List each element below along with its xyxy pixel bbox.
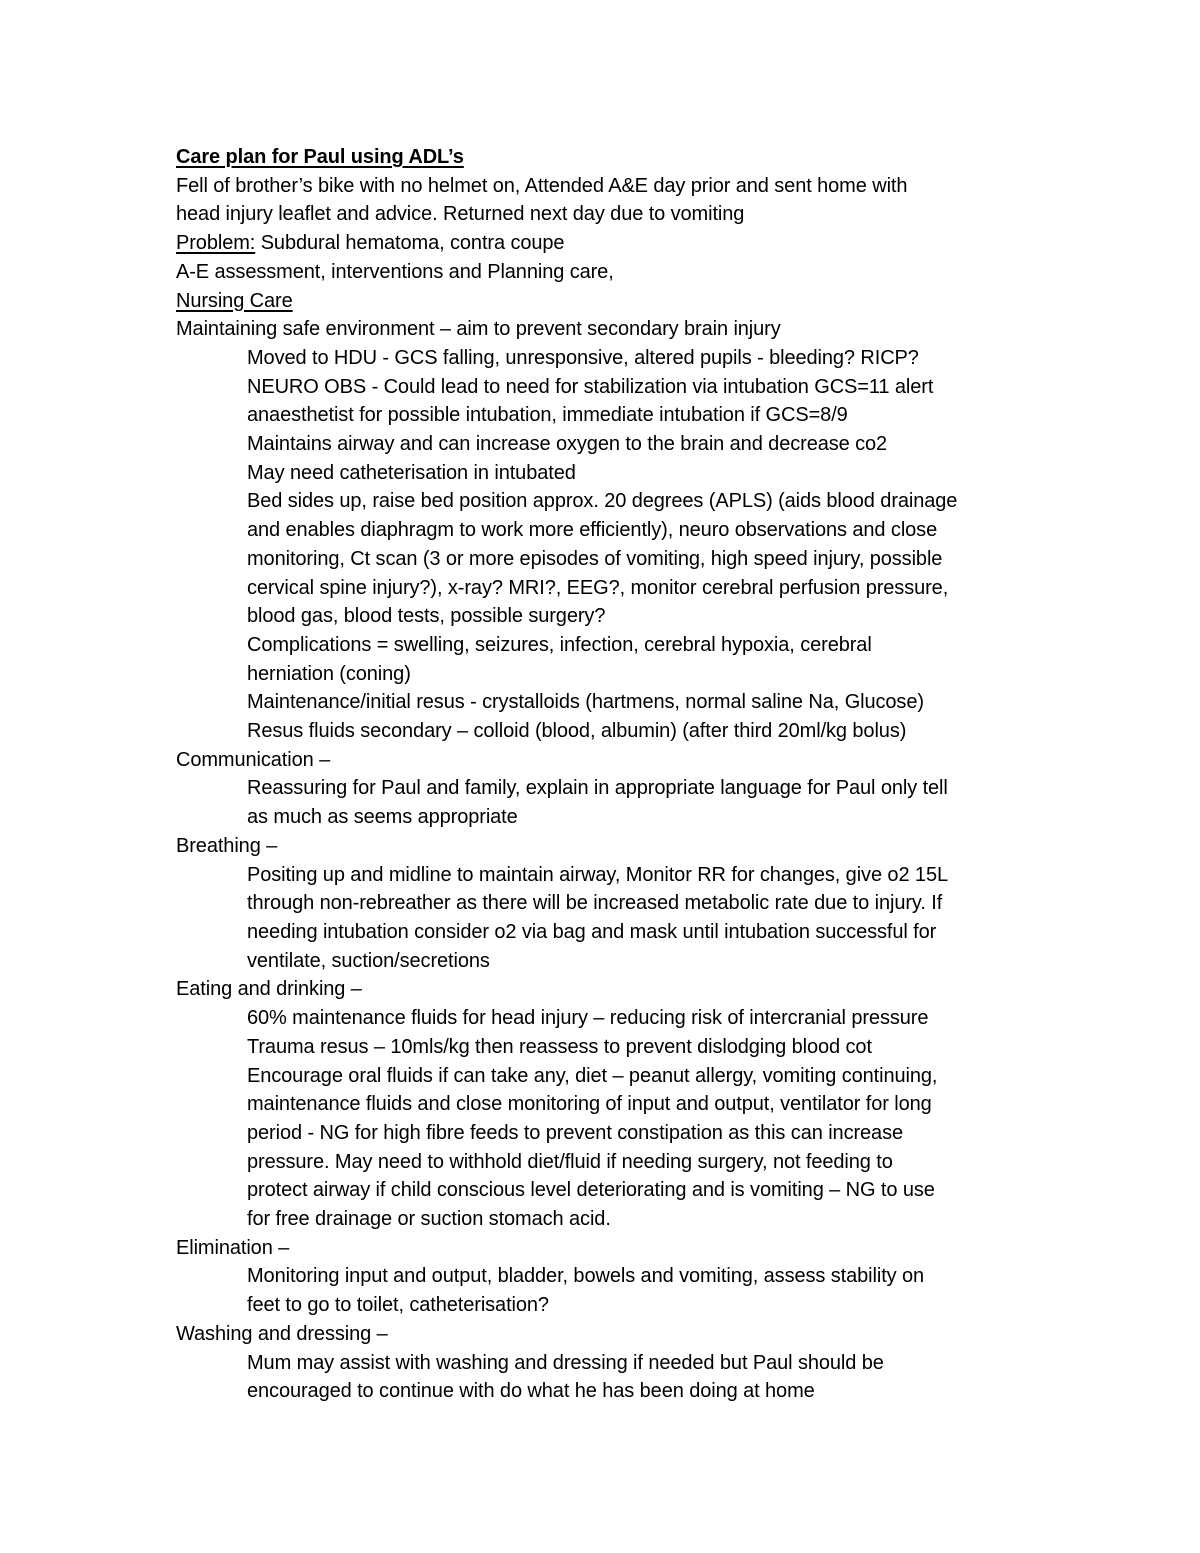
section-line: Maintenance/initial resus - crystalloids (hartmens, normal saline Na, Glucose) [247,691,924,714]
problem-label: Problem: [176,232,256,255]
section-line: Monitoring input and output, bladder, bowels and vomiting, assess stability on [247,1265,925,1288]
section-heading-safe-environment: Maintaining safe environment – aim to prevent secondary brain injury [176,318,781,341]
section-line: protect airway if child conscious level deteriorating and is vomiting – NG to use [247,1179,935,1202]
section-line: Moved to HDU - GCS falling, unresponsive, altered pupils - bleeding? RICP? [247,346,919,369]
section-line: Bed sides up, raise bed position approx. 20 degrees (APLS) (aids blood drainage [247,490,958,513]
section-line: Complications = swelling, seizures, infection, cerebral hypoxia, cerebral [247,633,872,656]
section-line: cervical spine injury?), x-ray? MRI?, EEG?, monitor cerebral perfusion pressure, [247,576,949,599]
section-line: feet to go to toilet, catheterisation? [247,1294,549,1317]
section-line: Mum may assist with washing and dressing if needed but Paul should be [247,1351,884,1374]
section-line: May need catheterisation in intubated [247,461,576,484]
section-line: monitoring, Ct scan (3 or more episodes of vomiting, high speed injury, possible [247,547,943,570]
section-line: encouraged to continue with do what he has been doing at home [247,1380,815,1403]
section-line: as much as seems appropriate [247,806,518,829]
problem-line [176,229,1036,258]
nursing-care-heading: Nursing Care [176,289,293,312]
section-line: Encourage oral fluids if can take any, diet – peanut allergy, vomiting continuing, [247,1064,938,1087]
section-line: Resus fluids secondary – colloid (blood, albumin) (after third 20ml/kg bolus) [247,720,907,743]
section-line: herniation (coning) [247,662,411,685]
section-line: blood gas, blood tests, possible surgery? [247,605,606,628]
section-line: 60% maintenance fluids for head injury – reducing risk of intercranial pressure [247,1007,929,1030]
section-heading-elimination: Elimination – [176,1236,290,1259]
intro-line: head injury leaflet and advice. Returned next day due to vomiting [176,203,745,226]
section-line: for free drainage or suction stomach acid. [247,1208,611,1231]
section-line: through non-rebreather as there will be increased metabolic rate due to injury. If [247,892,943,915]
section-line: maintenance fluids and close monitoring of input and output, ventilator for long [247,1093,932,1116]
assessment-line: A-E assessment, interventions and Planning care, [176,260,614,283]
section-line: Reassuring for Paul and family, explain in appropriate language for Paul only tell [247,777,948,800]
intro-line: Fell of brother’s bike with no helmet on, Attended A&E day prior and sent home with [176,174,908,197]
document-title: Care plan for Paul using ADL’s [176,146,464,168]
section-line: and enables diaphragm to work more efficiently), neuro observations and close [247,519,938,542]
section-line: NEURO OBS - Could lead to need for stabilization via intubation GCS=11 alert [247,375,934,398]
section-heading-eating-drinking: Eating and drinking – [176,978,362,1001]
section-heading-washing-dressing: Washing and dressing – [176,1322,388,1345]
section-line: Trauma resus – 10mls/kg then reassess to prevent dislodging blood cot [247,1035,872,1058]
section-line: Positing up and midline to maintain airway, Monitor RR for changes, give o2 15L [247,863,948,886]
section-line: pressure. May need to withhold diet/fluid if needing surgery, not feeding to [247,1150,893,1173]
section-line: Maintains airway and can increase oxygen to the brain and decrease co2 [247,433,888,456]
section-line: ventilate, suction/secretions [247,949,490,972]
section-heading-communication: Communication – [176,748,331,771]
problem-text: Subdural hematoma, contra coupe [255,232,565,255]
section-line: period - NG for high fibre feeds to prevent constipation as this can increase [247,1121,903,1144]
section-line: needing intubation consider o2 via bag and mask until intubation successful for [247,920,937,943]
section-heading-breathing: Breathing – [176,834,278,857]
section-line: anaesthetist for possible intubation, immediate intubation if GCS=8/9 [247,404,848,427]
document-page [176,143,1036,1406]
